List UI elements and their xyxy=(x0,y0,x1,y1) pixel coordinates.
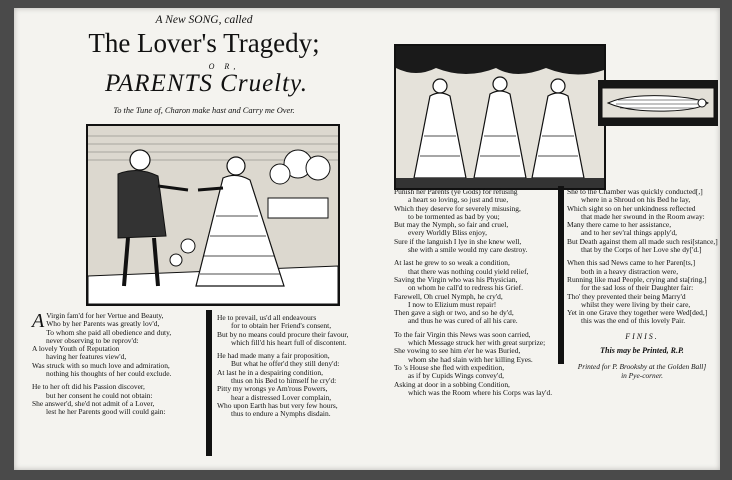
column-divider xyxy=(206,310,212,456)
verse-line: on whom he call'd to redress his Grief. xyxy=(408,283,523,293)
verse-line: A lovely Youth of Reputation xyxy=(32,344,120,354)
column-2 xyxy=(217,314,392,424)
verse-line: lest he her Parents good will could gain: xyxy=(46,407,166,417)
verse-line: Yet in one Grave they together were Wed[ded,] xyxy=(567,308,708,318)
verse-line: and thus he was cured of all his care. xyxy=(408,316,518,326)
verse-line: Who by her Parents was greatly lov'd, xyxy=(46,319,160,329)
verse-line: Which they deserve for severely misusing, xyxy=(394,203,521,213)
verse-line: He had made many a fair proposition, xyxy=(217,351,330,361)
verse-line: Which sight so on her unkindness reflected xyxy=(567,203,696,213)
verse-line: But what he offer'd they still deny'd: xyxy=(231,359,340,369)
verse-line: Punish her Parents (ye Gods) for refusing xyxy=(394,187,518,196)
verse-line: that by the Corps of her Love she dy['d.] xyxy=(581,245,702,255)
verse-line: Asking at door in a sobbing Condition, xyxy=(394,379,510,389)
verse-line: Tho' they prevented their being Marry'd xyxy=(567,291,686,301)
broadside-sheet xyxy=(14,8,720,470)
column-1 xyxy=(32,312,202,422)
finis-line: FINIS. xyxy=(625,331,659,341)
verse-line: He to her oft did his Passion discover, xyxy=(32,382,145,392)
printer-line-2: in Pye-corner. xyxy=(621,370,663,380)
drop-cap: A xyxy=(32,310,45,332)
verse-line: thus on his Bed to himself he cry'd: xyxy=(231,376,337,386)
verse-line: which Message struck her with great surprize; xyxy=(408,338,546,348)
verse-line: and to her sev'ral things apply'd, xyxy=(581,228,678,238)
verse-line: Running like mad People, crying and sta[ring,] xyxy=(567,274,707,284)
tune-line: To the Tune of, Charon make hast and Carry me Over. xyxy=(113,106,295,115)
verse-line: she with a smile would my care destroy. xyxy=(408,245,528,255)
couple-woodcut xyxy=(86,124,340,306)
verse-line: which fill'd his heart full of discontent. xyxy=(231,337,347,347)
page-title: The Lover's Tragedy; xyxy=(88,28,320,58)
shroud-figure-woodcut xyxy=(598,80,718,126)
verse-line: I now to Elizium must repair! xyxy=(408,299,497,309)
stanza-4-1 xyxy=(567,188,717,254)
verse-line: hear a distressed Lover complain, xyxy=(231,392,332,402)
verse-line: for to obtain her Friend's consent, xyxy=(231,321,332,331)
verse-line: At last he in a despairing condition, xyxy=(217,367,323,377)
license-credit: This may be Printed, R.P. xyxy=(600,345,684,355)
verse-line: which was the Room where his Corps was lay'd. xyxy=(408,387,553,397)
pre-title: A New SONG, called xyxy=(155,14,253,26)
verse-line: But Death against them all made such resi[stance,] xyxy=(567,236,718,246)
verse-line: never observing to be reprov'd: xyxy=(46,335,139,345)
three-women-woodcut xyxy=(394,44,606,190)
printer-line-1: Printed for P. Brooksby at the Golden Ball] xyxy=(577,361,707,371)
verse-line: He to prevail, us'd all endeavours xyxy=(217,313,317,322)
stanza-3-2 xyxy=(394,259,559,325)
verse-line: Then gave a sigh or two, and so he dy'd, xyxy=(394,308,514,318)
verse-line: Pitty my wrongs ye Am'rous Powers, xyxy=(217,384,328,394)
verse-line: to be tormented as bad by you; xyxy=(408,211,500,221)
verse-line: To 's House she fled with expedition, xyxy=(394,362,505,372)
stanza-3-1 xyxy=(394,188,559,254)
stanza-3-3 xyxy=(394,331,559,397)
column-divider xyxy=(558,186,564,364)
verse-line: but her consent he could not obtain: xyxy=(46,390,153,400)
title-or: O R, xyxy=(208,62,240,71)
stanza-4-2 xyxy=(567,259,717,325)
verse-line: Virgin fam'd for her Vertue and Beauty, xyxy=(46,311,164,320)
verse-line: But may the Nymph, so fair and cruel, xyxy=(394,220,509,230)
stanza-2-2 xyxy=(217,352,392,418)
stanza-1-1 xyxy=(32,312,202,378)
column-4 xyxy=(567,188,717,380)
column-3 xyxy=(394,188,559,402)
verse-line: that made her swound in the Room away: xyxy=(581,211,705,221)
verse-line: having her features view'd, xyxy=(46,352,127,362)
verse-line: for the sad loss of their Daughter fair: xyxy=(581,283,694,293)
verse-line: She vowing to see him e'er he was Buried, xyxy=(394,346,521,356)
verse-line: a heart so loving, so just and true, xyxy=(408,195,509,205)
verse-line: Many there came to her assistance, xyxy=(567,220,672,230)
verse-line: whilst they were living by their care, xyxy=(581,299,691,309)
stanza-2-1 xyxy=(217,314,392,347)
verse-line: Sure if the languish I lye in she knew well, xyxy=(394,236,522,246)
verse-line: She to the Chamber was quickly conducted[,] xyxy=(567,187,703,196)
verse-line: But by no means could procure their favour, xyxy=(217,329,349,339)
verse-line: whom she had slain with her killing Eyes. xyxy=(408,354,533,364)
verse-line: thus to endure a Nymphs disdain. xyxy=(231,409,331,419)
verse-line: Was struck with so much love and admiration, xyxy=(32,360,170,370)
verse-line: nothing his thoughts of her could exclude. xyxy=(46,369,172,379)
stanza-1-2 xyxy=(32,383,202,416)
verse-line: She answer'd, she'd not admit of a Lover, xyxy=(32,398,155,408)
verse-line: as if by Cupids Wings convey'd, xyxy=(408,371,504,381)
verse-line: this was the end of this lovely Pair. xyxy=(581,316,686,326)
verse-line: every Worldly Bliss enjoy, xyxy=(408,228,487,238)
verse-line: both in a heavy distraction were, xyxy=(581,266,679,276)
verse-line: At last he grew to so weak a condition, xyxy=(394,258,510,268)
verse-line: where in a Shroud on his Bed he lay, xyxy=(581,195,691,205)
verse-line: that there was nothing could yield relief, xyxy=(408,266,529,276)
verse-line: Saving the Virgin who was his Physician, xyxy=(394,274,518,284)
verse-line: To whom she paid all obedience and duty, xyxy=(46,327,172,337)
verse-line: Who upon Earth has but very few hours, xyxy=(217,400,338,410)
verse-line: When this sad News came to her Paren[ts,] xyxy=(567,258,696,268)
verse-line: To the fair Virgin this News was soon carried, xyxy=(394,329,531,339)
verse-line: Farewell, Oh cruel Nymph, he cry'd, xyxy=(394,291,503,301)
page-subtitle: PARENTS Cruelty. xyxy=(104,70,309,97)
